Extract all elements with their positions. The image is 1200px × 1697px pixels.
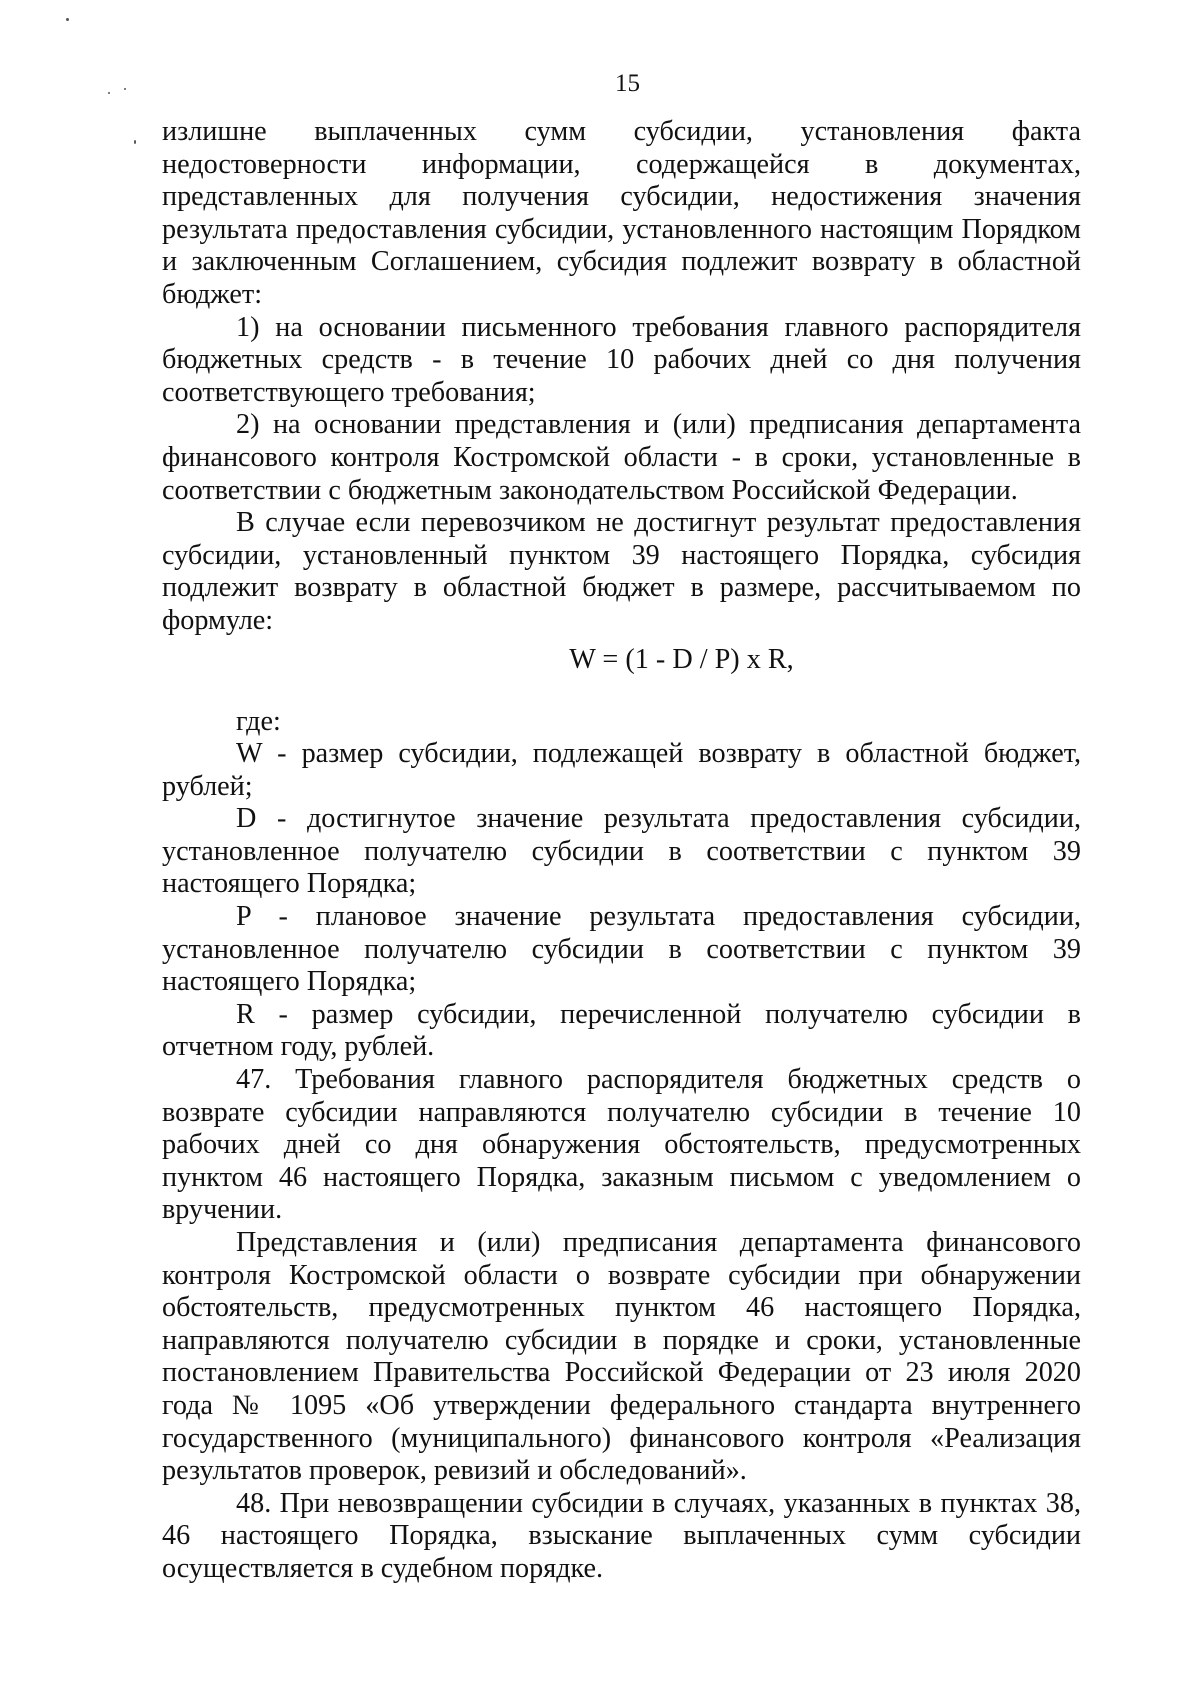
- paragraph-return-grounds: излишне выплаченных сумм субсидии, установления факта недостоверности информации, содержащейся в документах, представленных для получения субсидии, недостижения значения результата предоставления субсидии, установленного настоящим Порядком и заключенным Соглашением, субсидия подлежит возврату в областной бюджет:: [162, 116, 1081, 310]
- page-number: 15: [615, 70, 640, 97]
- definition-p: P - плановое значение результата предоставления субсидии, установленное получателю субсидии в соответствии с пунктом 39 настоящего Порядка;: [162, 901, 1081, 998]
- body-text: [162, 116, 1081, 1586]
- formula-where: где:: [236, 705, 281, 737]
- paragraph-formula-intro: В случае если перевозчиком не достигнут результат предоставления субсидии, установленный пунктом 39 настоящего Порядка, субсидия подлежит возврату в областной бюджет в размере, рассчитываемом по формуле:: [162, 507, 1081, 636]
- scan-speck: [66, 18, 69, 21]
- formula: W = (1 - D / P) x R,: [569, 643, 794, 675]
- paragraph-control-orders: Представления и (или) предписания департамента финансового контроля Костромской области о возврате субсидии при обнаружении обстоятельств, предусмотренных пунктом 46 настоящего Порядка, направляются получателю субсидии в порядке и сроки, установленные постановлением Правительства Российской Федерации от 23 июля 2020 года № 1095 «Об утверждении федерального стандарта внутреннего государственного (муниципального) финансового контроля «Реализация результатов проверок, ревизий и обследований».: [162, 1227, 1081, 1487]
- definition-d: D - достигнутое значение результата предоставления субсидии, установленное получателю субсидии в соответствии с пунктом 39 настоящего Порядка;: [162, 803, 1081, 900]
- paragraph-47: 47. Требования главного распорядителя бюджетных средств о возврате субсидии направляются получателю субсидии в течение 10 рабочих дней со дня обнаружения обстоятельств, предусмотренных пунктом 46 настоящего Порядка, заказным письмом с уведомлением о вручении.: [162, 1064, 1081, 1226]
- paragraph-48: 48. При невозвращении субсидии в случаях, указанных в пунктах 38, 46 настоящего Порядка, взыскание выплаченных сумм субсидии осуществляется в судебном порядке.: [162, 1487, 1081, 1584]
- list-item-1: 1) на основании письменного требования главного распорядителя бюджетных средств - в течение 10 рабочих дней со дня получения соответствующего требования;: [162, 311, 1081, 408]
- definition-w: W - размер субсидии, подлежащей возврату в областной бюджет, рублей;: [162, 738, 1081, 802]
- definition-r: R - размер субсидии, перечисленной получателю субсидии в отчетном году, рублей.: [162, 998, 1081, 1063]
- scan-speck: [134, 140, 136, 144]
- list-item-2: 2) на основании представления и (или) предписания департамента финансового контроля Костромской области - в сроки, установленные в соответствии с бюджетным законодательством Российской Федерации.: [162, 409, 1081, 506]
